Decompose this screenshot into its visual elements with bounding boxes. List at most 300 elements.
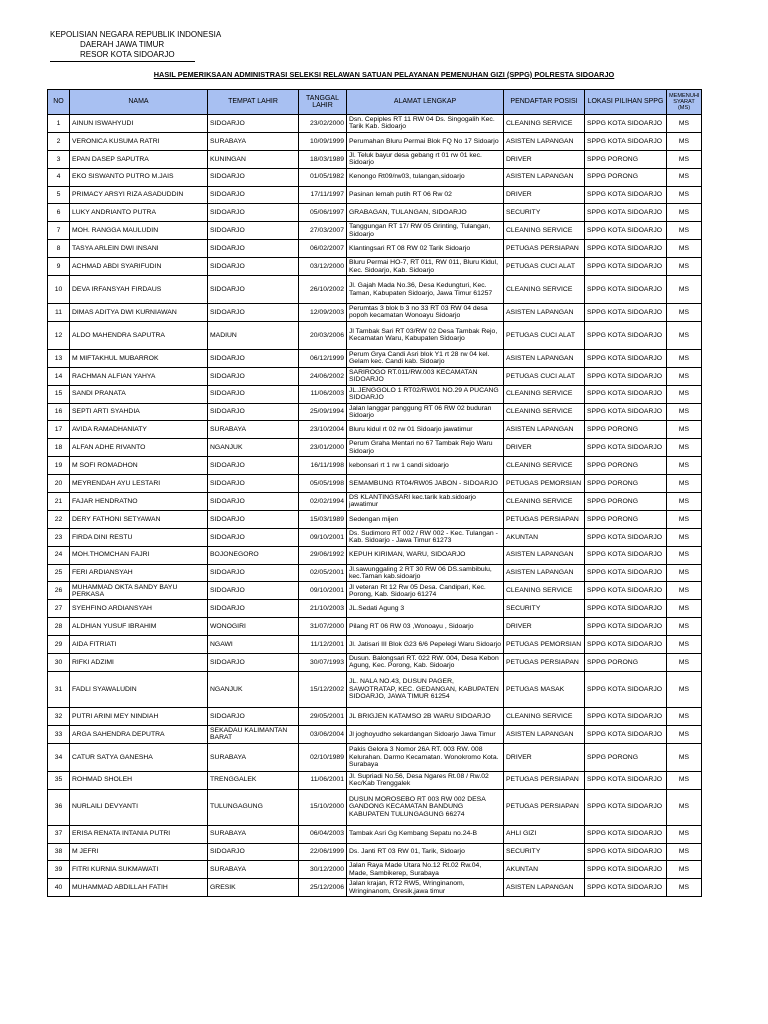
table-row xyxy=(48,618,702,636)
cell-alamat: Pilang RT 06 RW 03 ,Wonoayu , Sidoarjo xyxy=(347,618,504,636)
cell-tanggal-lahir: 30/12/2000 xyxy=(299,861,347,879)
letterhead-underline xyxy=(50,61,195,62)
cell-nama: VERONICA KUSUMA RATRI xyxy=(70,132,208,150)
cell-nama: MUHAMMAD ABDILLAH FATIH xyxy=(70,879,208,897)
cell-lokasi: SPPG KOTA SIDOARJO xyxy=(585,600,667,618)
cell-posisi: PETUGAS CUCI ALAT xyxy=(504,321,585,349)
cell-lokasi: SPPG PORONG xyxy=(585,150,667,168)
cell-no: 18 xyxy=(48,439,70,457)
cell-no: 40 xyxy=(48,879,70,897)
table-row xyxy=(48,771,702,789)
results-table xyxy=(47,89,702,897)
cell-nama: TASYA ARLEIN DWI INSANI xyxy=(70,240,208,258)
cell-posisi: PETUGAS PEMORSIAN xyxy=(504,636,585,654)
col-header-alamat: ALAMAT LENGKAP xyxy=(347,90,504,115)
cell-lokasi: SPPG KOTA SIDOARJO xyxy=(585,564,667,582)
cell-no: 7 xyxy=(48,222,70,240)
cell-lokasi: SPPG KOTA SIDOARJO xyxy=(585,861,667,879)
table-row xyxy=(48,510,702,528)
cell-syarat: MS xyxy=(667,240,702,258)
document-title: HASIL PEMERIKSAAN ADMINISTRASI SELEKSI RELAWAN SATUAN PELAYANAN PEMENUHAN GIZI (SPPG) POLRESTA SIDOARJO xyxy=(153,70,615,79)
cell-syarat: MS xyxy=(667,349,702,367)
cell-tanggal-lahir: 11/12/2001 xyxy=(299,636,347,654)
table-row xyxy=(48,150,702,168)
table-row xyxy=(48,564,702,582)
cell-alamat: Jl joghoyudho sekardangan Sidoarjo Jawa Timur xyxy=(347,725,504,743)
table-row xyxy=(48,367,702,385)
cell-alamat: Ds. Janti RT 03 RW 01, Tarik, Sidoarjo xyxy=(347,843,504,861)
cell-nama: AVIDA RAMADHANIATY xyxy=(70,421,208,439)
col-header-lokasi: LOKASI PILIHAN SPPG xyxy=(585,90,667,115)
cell-posisi: PETUGAS PERSIAPAN xyxy=(504,771,585,789)
cell-tanggal-lahir: 17/11/1997 xyxy=(299,186,347,204)
cell-nama: ERISA RENATA INTANIA PUTRI xyxy=(70,825,208,843)
cell-posisi: PETUGAS PERSIAPAN xyxy=(504,510,585,528)
cell-posisi: CLEANING SERVICE xyxy=(504,385,585,403)
table-row xyxy=(48,493,702,511)
cell-posisi: CLEANING SERVICE xyxy=(504,222,585,240)
cell-lokasi: SPPG KOTA SIDOARJO xyxy=(585,385,667,403)
cell-lokasi: SPPG KOTA SIDOARJO xyxy=(585,186,667,204)
cell-tanggal-lahir: 25/12/2006 xyxy=(299,879,347,897)
cell-tanggal-lahir: 27/03/2007 xyxy=(299,222,347,240)
cell-nama: ROHMAD SHOLEH xyxy=(70,771,208,789)
cell-posisi: SECURITY xyxy=(504,843,585,861)
cell-alamat: Perumahan Bluru Permai Blok FQ No 17 Sidoarjo xyxy=(347,132,504,150)
cell-tempat-lahir: MADIUN xyxy=(208,321,299,349)
cell-nama: DEVA IRFANSYAH FIRDAUS xyxy=(70,276,208,304)
table-row xyxy=(48,707,702,725)
cell-syarat: MS xyxy=(667,115,702,133)
cell-tempat-lahir: SIDOARJO xyxy=(208,843,299,861)
cell-alamat: Dusun. Balongsari RT. 022 RW. 004, Desa Kebon Agung, Kec. Porong, Kab. Sidoarjo xyxy=(347,654,504,672)
cell-no: 31 xyxy=(48,671,70,707)
cell-no: 5 xyxy=(48,186,70,204)
cell-no: 28 xyxy=(48,618,70,636)
table-row xyxy=(48,825,702,843)
cell-nama: ACHMAD ABDI SYARIFUDIN xyxy=(70,258,208,276)
cell-syarat: MS xyxy=(667,843,702,861)
cell-nama: FAJAR HENDRATNO xyxy=(70,493,208,511)
cell-lokasi: SPPG KOTA SIDOARJO xyxy=(585,707,667,725)
cell-tanggal-lahir: 26/10/2002 xyxy=(299,276,347,304)
cell-tempat-lahir: NGANJUK xyxy=(208,671,299,707)
cell-no: 1 xyxy=(48,115,70,133)
cell-alamat: Perum Graha Mentari no 67 Tambak Rejo Waru Sidoarjo xyxy=(347,439,504,457)
table-row xyxy=(48,861,702,879)
cell-tempat-lahir: TRENGGALEK xyxy=(208,771,299,789)
cell-posisi: DRIVER xyxy=(504,439,585,457)
table-row xyxy=(48,276,702,304)
letterhead-line-2: DAERAH JAWA TIMUR xyxy=(80,40,165,49)
cell-syarat: MS xyxy=(667,457,702,475)
cell-syarat: MS xyxy=(667,421,702,439)
cell-tanggal-lahir: 20/03/2006 xyxy=(299,321,347,349)
cell-no: 12 xyxy=(48,321,70,349)
cell-lokasi: SPPG PORONG xyxy=(585,421,667,439)
table-row xyxy=(48,743,702,771)
cell-tanggal-lahir: 16/11/1998 xyxy=(299,457,347,475)
cell-tanggal-lahir: 22/06/1999 xyxy=(299,843,347,861)
cell-syarat: MS xyxy=(667,564,702,582)
cell-tempat-lahir: SIDOARJO xyxy=(208,403,299,421)
cell-posisi: ASISTEN LAPANGAN xyxy=(504,132,585,150)
cell-nama: ALDHIAN YUSUF IBRAHIM xyxy=(70,618,208,636)
cell-posisi: PETUGAS PERSIAPAN xyxy=(504,654,585,672)
cell-tempat-lahir: SURABAYA xyxy=(208,132,299,150)
cell-nama: ARGA SAHENDRA DEPUTRA xyxy=(70,725,208,743)
table-row xyxy=(48,186,702,204)
cell-nama: SYEHFINO ARDIANSYAH xyxy=(70,600,208,618)
cell-syarat: MS xyxy=(667,186,702,204)
cell-posisi: CLEANING SERVICE xyxy=(504,276,585,304)
cell-no: 33 xyxy=(48,725,70,743)
cell-nama: M JEFRI xyxy=(70,843,208,861)
cell-posisi: ASISTEN LAPANGAN xyxy=(504,304,585,322)
cell-lokasi: SPPG KOTA SIDOARJO xyxy=(585,582,667,600)
cell-tanggal-lahir: 18/03/1989 xyxy=(299,150,347,168)
table-row xyxy=(48,654,702,672)
cell-no: 38 xyxy=(48,843,70,861)
cell-no: 13 xyxy=(48,349,70,367)
cell-alamat: Pasinan lemah putih RT 06 Rw 02 xyxy=(347,186,504,204)
cell-posisi: AKUNTAN xyxy=(504,861,585,879)
cell-tanggal-lahir: 15/03/1989 xyxy=(299,510,347,528)
cell-lokasi: SPPG KOTA SIDOARJO xyxy=(585,204,667,222)
cell-tempat-lahir: SIDOARJO xyxy=(208,304,299,322)
cell-tempat-lahir: SURABAYA xyxy=(208,861,299,879)
cell-tanggal-lahir: 05/05/1998 xyxy=(299,475,347,493)
cell-tanggal-lahir: 23/10/2004 xyxy=(299,421,347,439)
col-header-tanggal-lahir: TANGGAL LAHIR xyxy=(299,90,347,115)
cell-nama: FERI ARDIANSYAH xyxy=(70,564,208,582)
cell-alamat: KEPUH KIRIMAN, WARU, SIDOARJO xyxy=(347,546,504,564)
table-row xyxy=(48,321,702,349)
cell-nama: EPAN DASEP SAPUTRA xyxy=(70,150,208,168)
cell-no: 25 xyxy=(48,564,70,582)
cell-posisi: CLEANING SERVICE xyxy=(504,115,585,133)
cell-syarat: MS xyxy=(667,636,702,654)
cell-nama: MUHAMMAD OKTA SANDY BAYU PERKASA xyxy=(70,582,208,600)
cell-syarat: MS xyxy=(667,510,702,528)
cell-no: 16 xyxy=(48,403,70,421)
cell-alamat: kebonsari rt 1 rw 1 candi sidoarjo xyxy=(347,457,504,475)
cell-tempat-lahir: SIDOARJO xyxy=(208,222,299,240)
cell-posisi: ASISTEN LAPANGAN xyxy=(504,564,585,582)
cell-no: 8 xyxy=(48,240,70,258)
cell-lokasi: SPPG PORONG xyxy=(585,168,667,186)
cell-syarat: MS xyxy=(667,789,702,825)
cell-tanggal-lahir: 05/06/1997 xyxy=(299,204,347,222)
table-row xyxy=(48,789,702,825)
cell-lokasi: SPPG KOTA SIDOARJO xyxy=(585,825,667,843)
table-row xyxy=(48,204,702,222)
cell-posisi: AHLI GIZI xyxy=(504,825,585,843)
cell-alamat: Perum Grya Candi Asri blok Y1 rt 28 rw 04 kel. Gelam kec. Candi kab. Sidoarjo xyxy=(347,349,504,367)
cell-no: 24 xyxy=(48,546,70,564)
cell-lokasi: SPPG KOTA SIDOARJO xyxy=(585,240,667,258)
cell-tanggal-lahir: 25/09/1994 xyxy=(299,403,347,421)
cell-nama: M SOFI ROMADHON xyxy=(70,457,208,475)
cell-lokasi: SPPG KOTA SIDOARJO xyxy=(585,439,667,457)
cell-syarat: MS xyxy=(667,304,702,322)
cell-nama: EKO SISWANTO PUTRO M.JAIS xyxy=(70,168,208,186)
table-row xyxy=(48,349,702,367)
cell-tanggal-lahir: 24/06/2002 xyxy=(299,367,347,385)
cell-syarat: MS xyxy=(667,493,702,511)
cell-alamat: JL. NALA NO.43, DUSUN PAGER, SAWOTRATAP, KEC. GEDANGAN, KABUPATEN SIDOARJO, JAWA TIMUR 61254 xyxy=(347,671,504,707)
cell-posisi: ASISTEN LAPANGAN xyxy=(504,879,585,897)
cell-posisi: CLEANING SERVICE xyxy=(504,582,585,600)
cell-posisi: CLEANING SERVICE xyxy=(504,493,585,511)
cell-tempat-lahir: NGAWI xyxy=(208,636,299,654)
cell-nama: M MIFTAKHUL MUBARROK xyxy=(70,349,208,367)
cell-alamat: Ds. Sudimoro RT 002 / RW 002 - Kec. Tulangan - Kab. Sidoarjo - Jawa Timur 61273 xyxy=(347,528,504,546)
table-row xyxy=(48,582,702,600)
cell-tempat-lahir: SIDOARJO xyxy=(208,457,299,475)
cell-alamat: JL.JENGGOLO 1 RT02/RW01 NO.29 A PUCANG SIDOARJO xyxy=(347,385,504,403)
cell-nama: LUKY ANDRIANTO PUTRA xyxy=(70,204,208,222)
table-row xyxy=(48,132,702,150)
table-row xyxy=(48,671,702,707)
table-row xyxy=(48,304,702,322)
cell-tanggal-lahir: 02/10/1989 xyxy=(299,743,347,771)
cell-nama: RACHMAN ALFIAN YAHYA xyxy=(70,367,208,385)
cell-posisi: DRIVER xyxy=(504,618,585,636)
cell-no: 27 xyxy=(48,600,70,618)
cell-no: 2 xyxy=(48,132,70,150)
cell-tempat-lahir: SIDOARJO xyxy=(208,600,299,618)
table-row xyxy=(48,546,702,564)
cell-tanggal-lahir: 29/05/2001 xyxy=(299,707,347,725)
cell-syarat: MS xyxy=(667,150,702,168)
cell-posisi: PETUGAS PEMORSIAN xyxy=(504,475,585,493)
col-header-posisi: PENDAFTAR POSISI xyxy=(504,90,585,115)
cell-syarat: MS xyxy=(667,825,702,843)
cell-lokasi: SPPG KOTA SIDOARJO xyxy=(585,546,667,564)
cell-alamat: Jl. Supriadi No.56, Desa Ngares Rt.08 / Rw.02 Kec/Kab Trenggalek xyxy=(347,771,504,789)
cell-lokasi: SPPG KOTA SIDOARJO xyxy=(585,636,667,654)
cell-tempat-lahir: SIDOARJO xyxy=(208,564,299,582)
cell-posisi: DRIVER xyxy=(504,743,585,771)
cell-tanggal-lahir: 10/09/1999 xyxy=(299,132,347,150)
cell-no: 22 xyxy=(48,510,70,528)
cell-tempat-lahir: KUNINGAN xyxy=(208,150,299,168)
cell-nama: DERY FATHONI SETYAWAN xyxy=(70,510,208,528)
cell-nama: PRIMACY ARSYI RIZA ASADUDDIN xyxy=(70,186,208,204)
cell-syarat: MS xyxy=(667,743,702,771)
cell-lokasi: SPPG KOTA SIDOARJO xyxy=(585,843,667,861)
cell-tanggal-lahir: 29/06/1992 xyxy=(299,546,347,564)
cell-lokasi: SPPG PORONG xyxy=(585,743,667,771)
cell-syarat: MS xyxy=(667,671,702,707)
col-header-tempat-lahir: TEMPAT LAHIR xyxy=(208,90,299,115)
letterhead-line-1: KEPOLISIAN NEGARA REPUBLIK INDONESIA xyxy=(50,30,222,39)
cell-tanggal-lahir: 02/05/2001 xyxy=(299,564,347,582)
table-row xyxy=(48,843,702,861)
cell-alamat: Sedengan mijen xyxy=(347,510,504,528)
cell-posisi: ASISTEN LAPANGAN xyxy=(504,168,585,186)
cell-lokasi: SPPG PORONG xyxy=(585,510,667,528)
letterhead-line-3: RESOR KOTA SIDOARJO xyxy=(80,50,175,59)
cell-syarat: MS xyxy=(667,725,702,743)
cell-posisi: SECURITY xyxy=(504,204,585,222)
cell-nama: FADLI SYAWALUDIN xyxy=(70,671,208,707)
cell-no: 34 xyxy=(48,743,70,771)
cell-no: 39 xyxy=(48,861,70,879)
cell-alamat: Kenongo Rt09/rw03, tulangan,sidoarjo xyxy=(347,168,504,186)
cell-syarat: MS xyxy=(667,276,702,304)
cell-tempat-lahir: SIDOARJO xyxy=(208,186,299,204)
cell-tempat-lahir: GRESIK xyxy=(208,879,299,897)
cell-tempat-lahir: SIDOARJO xyxy=(208,528,299,546)
cell-tanggal-lahir: 15/12/2002 xyxy=(299,671,347,707)
cell-posisi: ASISTEN LAPANGAN xyxy=(504,421,585,439)
cell-lokasi: SPPG KOTA SIDOARJO xyxy=(585,304,667,322)
cell-lokasi: SPPG PORONG xyxy=(585,493,667,511)
cell-posisi: ASISTEN LAPANGAN xyxy=(504,725,585,743)
cell-tempat-lahir: BOJONEGORO xyxy=(208,546,299,564)
cell-tanggal-lahir: 12/09/2003 xyxy=(299,304,347,322)
cell-posisi: PETUGAS CUCI ALAT xyxy=(504,367,585,385)
cell-lokasi: SPPG KOTA SIDOARJO xyxy=(585,789,667,825)
col-header-no: NO xyxy=(48,90,70,115)
cell-nama: MOH.THOMCHAN FAJRI xyxy=(70,546,208,564)
cell-alamat: Pakis Gelora 3 Nomor 26A RT. 003 RW. 008 Kelurahan. Darmo Kecamatan. Wonokromo Kota. Surabaya xyxy=(347,743,504,771)
cell-posisi: DRIVER xyxy=(504,150,585,168)
cell-posisi: CLEANING SERVICE xyxy=(504,707,585,725)
cell-tempat-lahir: WONOGIRI xyxy=(208,618,299,636)
cell-tanggal-lahir: 09/10/2001 xyxy=(299,582,347,600)
cell-lokasi: SPPG PORONG xyxy=(585,457,667,475)
cell-tanggal-lahir: 02/02/1994 xyxy=(299,493,347,511)
cell-nama: PUTRI ARINI MEY NINDIAH xyxy=(70,707,208,725)
table-row xyxy=(48,258,702,276)
cell-tanggal-lahir: 30/07/1993 xyxy=(299,654,347,672)
cell-tempat-lahir: SEKADAU KALIMANTAN BARAT xyxy=(208,725,299,743)
cell-no: 14 xyxy=(48,367,70,385)
cell-tanggal-lahir: 31/07/2000 xyxy=(299,618,347,636)
cell-tempat-lahir: SIDOARJO xyxy=(208,582,299,600)
cell-alamat: Jl. Jatisari III Blok G23 6/6 Pepelegi Waru Sidoarjo xyxy=(347,636,504,654)
cell-syarat: MS xyxy=(667,582,702,600)
cell-tempat-lahir: SIDOARJO xyxy=(208,240,299,258)
cell-posisi: ASISTEN LAPANGAN xyxy=(504,546,585,564)
cell-posisi: PETUGAS CUCI ALAT xyxy=(504,258,585,276)
cell-lokasi: SPPG KOTA SIDOARJO xyxy=(585,671,667,707)
cell-alamat: JL BRIGJEN KATAMSO 2B WARU SIDOARJO xyxy=(347,707,504,725)
cell-no: 35 xyxy=(48,771,70,789)
cell-tempat-lahir: SIDOARJO xyxy=(208,349,299,367)
table-row xyxy=(48,636,702,654)
cell-syarat: MS xyxy=(667,600,702,618)
cell-nama: MEYRENDAH AYU LESTARI xyxy=(70,475,208,493)
cell-tanggal-lahir: 06/04/2003 xyxy=(299,825,347,843)
cell-syarat: MS xyxy=(667,771,702,789)
cell-syarat: MS xyxy=(667,132,702,150)
cell-tanggal-lahir: 11/06/2003 xyxy=(299,385,347,403)
cell-syarat: MS xyxy=(667,707,702,725)
cell-nama: ALDO MAHENDRA SAPUTRA xyxy=(70,321,208,349)
table-row xyxy=(48,439,702,457)
cell-tempat-lahir: SURABAYA xyxy=(208,743,299,771)
cell-syarat: MS xyxy=(667,321,702,349)
cell-lokasi: SPPG KOTA SIDOARJO xyxy=(585,321,667,349)
cell-syarat: MS xyxy=(667,403,702,421)
table-header-row xyxy=(48,90,702,115)
cell-alamat: Bluru Permai HO-7, RT 011, RW 011, Bluru Kidul, Kec. Sidoarjo, Kab. Sidoarjo xyxy=(347,258,504,276)
table-row xyxy=(48,475,702,493)
cell-lokasi: SPPG KOTA SIDOARJO xyxy=(585,115,667,133)
table-row xyxy=(48,457,702,475)
cell-syarat: MS xyxy=(667,618,702,636)
cell-tanggal-lahir: 01/05/1982 xyxy=(299,168,347,186)
cell-tempat-lahir: SIDOARJO xyxy=(208,707,299,725)
cell-no: 29 xyxy=(48,636,70,654)
cell-nama: NURLAILI DEVYANTI xyxy=(70,789,208,825)
cell-nama: FIRDA DINI RESTU xyxy=(70,528,208,546)
cell-no: 6 xyxy=(48,204,70,222)
cell-tanggal-lahir: 15/10/2000 xyxy=(299,789,347,825)
col-header-nama: NAMA xyxy=(70,90,208,115)
cell-alamat: Jl.sawunggaling 2 RT 30 RW 06 DS.sambibulu, kec.Taman kab.sidoarjo xyxy=(347,564,504,582)
cell-lokasi: SPPG PORONG xyxy=(585,475,667,493)
cell-lokasi: SPPG KOTA SIDOARJO xyxy=(585,528,667,546)
cell-tempat-lahir: SURABAYA xyxy=(208,825,299,843)
table-row xyxy=(48,528,702,546)
table-row xyxy=(48,115,702,133)
cell-no: 9 xyxy=(48,258,70,276)
cell-tempat-lahir: SIDOARJO xyxy=(208,510,299,528)
cell-syarat: MS xyxy=(667,861,702,879)
cell-lokasi: SPPG KOTA SIDOARJO xyxy=(585,132,667,150)
cell-tempat-lahir: SIDOARJO xyxy=(208,168,299,186)
cell-alamat: JL.Sedati Agung 3 xyxy=(347,600,504,618)
cell-no: 37 xyxy=(48,825,70,843)
cell-no: 36 xyxy=(48,789,70,825)
cell-tanggal-lahir: 23/02/2000 xyxy=(299,115,347,133)
cell-lokasi: SPPG KOTA SIDOARJO xyxy=(585,725,667,743)
cell-syarat: MS xyxy=(667,168,702,186)
cell-nama: ALFAN ADHE RIVANTO xyxy=(70,439,208,457)
cell-tanggal-lahir: 11/06/2001 xyxy=(299,771,347,789)
cell-posisi: PETUGAS PERSIAPAN xyxy=(504,789,585,825)
cell-alamat: Bluru kidul rt 02 rw 01 Sidoarjo jawatimur xyxy=(347,421,504,439)
cell-posisi: SECURITY xyxy=(504,600,585,618)
cell-no: 19 xyxy=(48,457,70,475)
cell-alamat: Jalan Raya Made Utara No.12 Rt.02 Rw.04, Made, Sambikerep, Surabaya xyxy=(347,861,504,879)
cell-alamat: GRABAGAN, TULANGAN, SIDOARJO xyxy=(347,204,504,222)
cell-no: 15 xyxy=(48,385,70,403)
cell-nama: DIMAS ADITYA DWI KURNIAWAN xyxy=(70,304,208,322)
col-header-syarat: MEMENUHI SYARAT (MS) xyxy=(667,90,702,115)
cell-tempat-lahir: SIDOARJO xyxy=(208,276,299,304)
cell-tempat-lahir: SIDOARJO xyxy=(208,475,299,493)
cell-syarat: MS xyxy=(667,546,702,564)
cell-no: 3 xyxy=(48,150,70,168)
cell-tanggal-lahir: 21/10/2003 xyxy=(299,600,347,618)
cell-tanggal-lahir: 06/02/2007 xyxy=(299,240,347,258)
cell-lokasi: SPPG KOTA SIDOARJO xyxy=(585,276,667,304)
cell-posisi: CLEANING SERVICE xyxy=(504,457,585,475)
cell-lokasi: SPPG KOTA SIDOARJO xyxy=(585,222,667,240)
cell-nama: RIFKI ADZIMI xyxy=(70,654,208,672)
cell-alamat: Jalan langgar panggung RT 06 RW 02 buduran Sidoarjo xyxy=(347,403,504,421)
cell-posisi: AKUNTAN xyxy=(504,528,585,546)
cell-alamat: SEMAMBUNG RT04/RW05 JABON - SIDOARJO xyxy=(347,475,504,493)
cell-lokasi: SPPG KOTA SIDOARJO xyxy=(585,879,667,897)
cell-tempat-lahir: SIDOARJO xyxy=(208,204,299,222)
